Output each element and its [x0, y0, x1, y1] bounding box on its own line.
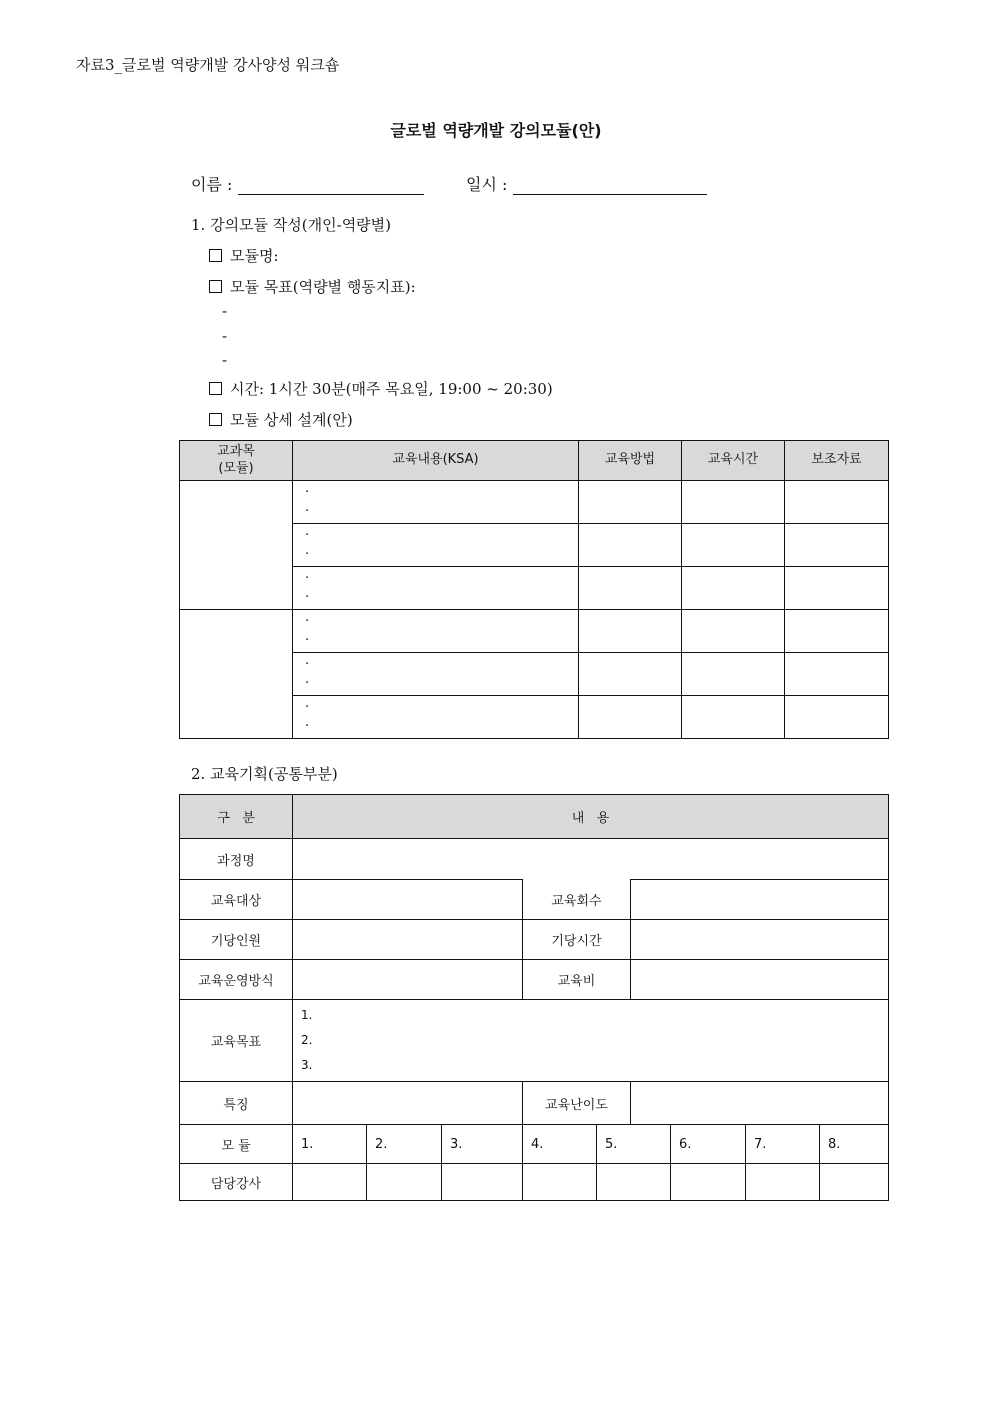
checklist-label: 모듈 목표(역량별 행동지표):: [230, 278, 416, 296]
module-cell[interactable]: 2.: [367, 1125, 442, 1164]
content-cell[interactable]: · ·: [293, 610, 579, 653]
target-label: 교육대상: [180, 880, 293, 920]
target-value[interactable]: [293, 880, 523, 920]
method-cell[interactable]: [579, 524, 682, 567]
cost-label: 교육비: [522, 960, 631, 999]
checkbox-icon[interactable]: [209, 413, 222, 426]
checklist-item: [209, 276, 416, 297]
time-cell[interactable]: [682, 696, 785, 739]
name-label: 이름 :: [191, 175, 233, 194]
table-row: [180, 795, 889, 839]
instructor-cell[interactable]: [367, 1164, 442, 1201]
cost-value[interactable]: [597, 960, 889, 1000]
header-materials: 보조자료: [785, 441, 889, 481]
date-input-line[interactable]: [513, 176, 707, 195]
table-row: [180, 610, 889, 653]
sessions-value[interactable]: [597, 880, 889, 920]
checkbox-icon[interactable]: [209, 249, 222, 262]
checklist-label: 모듈 상세 설계(안): [230, 411, 353, 429]
document-title: 글로벌 역량개발 강의모듈(안): [390, 121, 602, 140]
instructor-cell[interactable]: [523, 1164, 597, 1201]
checklist-item: [209, 409, 353, 430]
content-cell[interactable]: · ·: [293, 567, 579, 610]
instructor-cell[interactable]: [820, 1164, 889, 1201]
goals-value[interactable]: 1. 2. 3.: [293, 1000, 889, 1082]
dash-line: -: [222, 327, 228, 345]
checklist-label: 시간: 1시간 30분(매주 목요일, 19:00 ~ 20:30): [230, 380, 553, 398]
planned-time-label: 기당시간: [522, 920, 631, 959]
materials-cell[interactable]: [785, 481, 889, 524]
name-input-line[interactable]: [238, 176, 424, 195]
content-cell[interactable]: · ·: [293, 481, 579, 524]
module-cell[interactable]: 1.: [293, 1125, 367, 1164]
materials-cell[interactable]: [785, 696, 889, 739]
instructor-label: 담당강사: [180, 1164, 293, 1201]
planned-people-label: 기당인원: [180, 920, 293, 960]
name-field: [191, 172, 424, 195]
header-time: 교육시간: [682, 441, 785, 481]
materials-cell[interactable]: [785, 567, 889, 610]
goals-label: 교육목표: [180, 1000, 293, 1082]
dash-line: -: [222, 302, 228, 320]
method-cell[interactable]: [579, 567, 682, 610]
checklist-item: [209, 245, 279, 266]
instructor-cell[interactable]: [293, 1164, 367, 1201]
instructor-cell[interactable]: [597, 1164, 671, 1201]
module-cell[interactable]: 8.: [820, 1125, 889, 1164]
planned-time-value[interactable]: [597, 920, 889, 960]
feature-value[interactable]: [293, 1082, 523, 1125]
header-content: 교육내용(KSA): [293, 441, 579, 481]
date-label: 일시 :: [466, 175, 508, 194]
operation-value[interactable]: [293, 960, 523, 1000]
subject-cell[interactable]: [180, 610, 293, 739]
materials-cell[interactable]: [785, 610, 889, 653]
instructor-cell[interactable]: [671, 1164, 746, 1201]
time-cell[interactable]: [682, 653, 785, 696]
method-cell[interactable]: [579, 696, 682, 739]
module-cell[interactable]: 6.: [671, 1125, 746, 1164]
header-subject: 교과목 (모듈): [180, 441, 293, 481]
table-row: [180, 481, 889, 524]
time-cell[interactable]: [682, 481, 785, 524]
module-design-table: [179, 440, 889, 739]
document-header: 자료3_글로벌 역량개발 강사양성 워크숍: [76, 56, 340, 74]
method-cell[interactable]: [579, 653, 682, 696]
planned-people-value[interactable]: [293, 920, 523, 960]
table-row: [180, 1125, 889, 1164]
materials-cell[interactable]: [785, 524, 889, 567]
materials-cell[interactable]: [785, 653, 889, 696]
difficulty-label: 교육난이도: [522, 1082, 631, 1124]
module-cell[interactable]: 5.: [597, 1125, 671, 1164]
checklist-label: 모듈명:: [230, 247, 279, 265]
table-row: [180, 1000, 889, 1082]
content-cell[interactable]: · ·: [293, 653, 579, 696]
time-cell[interactable]: [682, 610, 785, 653]
checkbox-icon[interactable]: [209, 382, 222, 395]
table-row: [180, 1164, 889, 1201]
content-cell[interactable]: · ·: [293, 524, 579, 567]
modules-label: 모 듈: [180, 1125, 293, 1164]
module-cell[interactable]: 4.: [523, 1125, 597, 1164]
checkbox-icon[interactable]: [209, 280, 222, 293]
instructor-cell[interactable]: [442, 1164, 523, 1201]
operation-label: 교육운영방식: [180, 960, 293, 1000]
subject-cell[interactable]: [180, 481, 293, 610]
content-cell[interactable]: · ·: [293, 696, 579, 739]
module-cell[interactable]: 7.: [746, 1125, 820, 1164]
difficulty-value[interactable]: [597, 1082, 889, 1125]
instructor-cell[interactable]: [746, 1164, 820, 1201]
checklist-item: [209, 378, 553, 399]
course-name-label: 과정명: [180, 839, 293, 880]
feature-label: 특징: [180, 1082, 293, 1125]
time-cell[interactable]: [682, 567, 785, 610]
date-field: [466, 172, 707, 195]
section1-title: 1. 강의모듈 작성(개인-역량별): [191, 216, 392, 234]
time-cell[interactable]: [682, 524, 785, 567]
method-cell[interactable]: [579, 481, 682, 524]
section2-title: 2. 교육기획(공통부분): [191, 765, 338, 783]
sessions-label: 교육회수: [522, 879, 631, 919]
dash-line: -: [222, 351, 228, 369]
table-row: [180, 839, 889, 880]
header-contents: 내 용: [293, 795, 889, 839]
module-cell[interactable]: 3.: [442, 1125, 523, 1164]
course-name-value[interactable]: [293, 839, 889, 880]
header-category: 구 분: [180, 795, 293, 839]
header-method: 교육방법: [579, 441, 682, 481]
method-cell[interactable]: [579, 610, 682, 653]
